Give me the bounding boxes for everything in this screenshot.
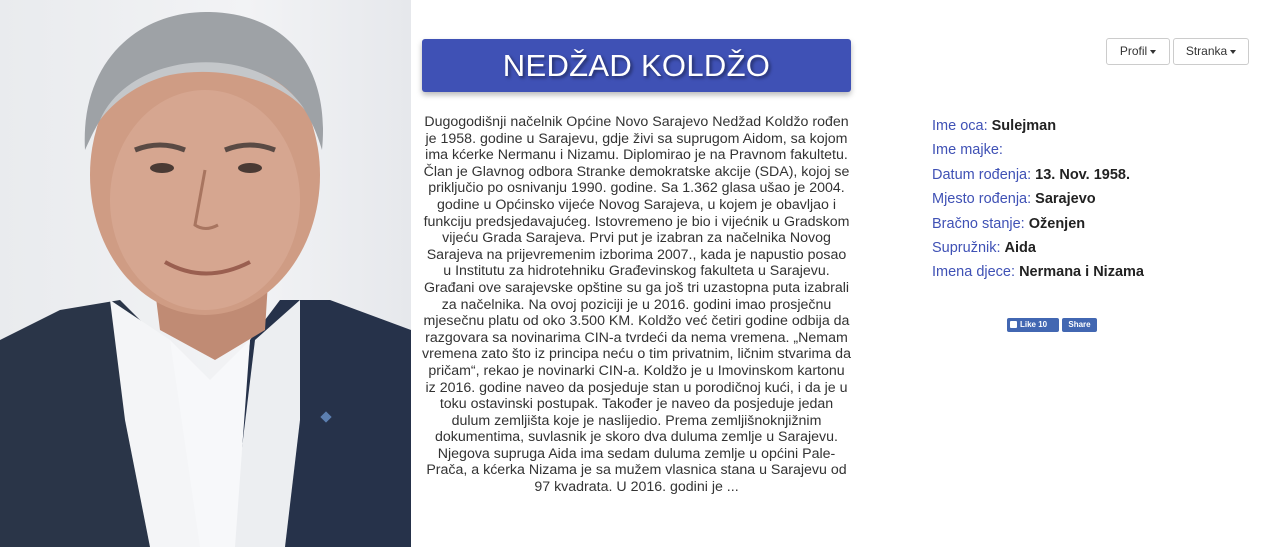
facebook-like-label: Like 10 (1020, 320, 1048, 329)
fact-value: Nermana i Nizama (1019, 264, 1144, 281)
fact-label: Supružnik: (932, 240, 1001, 257)
fact-marital-status (932, 212, 1144, 236)
person-name: NEDŽAD KOLDŽO (422, 39, 851, 92)
facebook-share-button[interactable] (1062, 318, 1097, 332)
caret-down-icon (1150, 50, 1156, 54)
personal-facts-list (932, 114, 1144, 285)
biography-text: Dugogodišnji načelnik Općine Novo Sarajevo Nedžad Koldžo rođen je 1958. godine u Sarajevu, gdje živi sa suprugom Aidom, sa kojom ima kćerke Nermanu i Nizamu. Diplomirao je na Pravnom fakultetu. Član je Glavnog odbora Stranke demokratske akcije (SDA), kojoj se priključio po osnivanju 1990. godine. Sa 1.362 glasa ušao je 2004. godine u Općinsko vijeće Novog Sarajeva, u kojem je obavljao i funkciju predsjedavajućeg. Istovremeno je bio i vijećnik u Gradskom vijeću Grada Sarajeva. Prvi put je izabran za načelnika Novog Sarajeva na prijevremenim izborima 2007., kada je napustio posao u Institutu za hidrotehniku Građevinskog fakulteta u Sarajevu. Građani ove sarajevske opštine su ga još tri uzastopna puta izabrali za načelnika. Na ovoj poziciji je u 2016. godini imao prosječnu mjesečnu platu od oko 3.500 KM. Koldžo već četiri godine odbija da razgovara sa novinarima CIN-a tvrdeći da nema vremena. „Nemam vremena zato što iz principa neću o tim privatnim, ličnim stvarima da pričam“, rekao je novinarki CIN-a. Koldžo je u Imovinskom kartonu iz 2016. godine naveo da posjeduje stan u porodičnoj kući, i da je u toku ostavinski postupak. Također je naveo da posjeduje jedan dulum zemljišta koje je naslijedio. Prema zemljišnoknjižnim dokumentima, suvlasnik je skoro dva duluma zemlje u Sarajevu. Njegova supruga Aida ima sedam duluma zemlje u općini Pale-Prača, a kćerka Nizama je sa mužem vlasnica stana u Sarajevu od 97 kvadrata. U 2016. godini je ... (422, 114, 851, 496)
stranka-dropdown-button[interactable] (1173, 38, 1249, 65)
fact-spouse (932, 236, 1144, 260)
fact-label: Ime oca: (932, 118, 988, 134)
fact-value: 13. Nov. 1958. (1035, 166, 1131, 183)
portrait-photo (0, 0, 411, 547)
caret-down-icon (1230, 50, 1236, 54)
fact-label: Mjesto rođenja: (932, 191, 1032, 208)
stranka-dropdown-label: Stranka (1185, 44, 1228, 58)
fact-father-name (932, 114, 1144, 138)
fact-mother-name (932, 138, 1144, 162)
facebook-like-button[interactable] (1007, 318, 1059, 332)
profil-dropdown-button[interactable] (1106, 38, 1170, 65)
fact-value: Aida (1004, 240, 1036, 257)
fact-label: Datum rođenja: (932, 166, 1032, 183)
fact-value: Sarajevo (1035, 191, 1096, 208)
profil-dropdown-label: Profil (1119, 44, 1148, 58)
thumbs-up-icon (1010, 321, 1017, 328)
fact-birth-date (932, 163, 1144, 187)
fact-label: Ime majke: (932, 142, 1003, 159)
fact-children (932, 260, 1144, 284)
fact-birth-place (932, 187, 1144, 211)
fact-label: Bračno stanje: (932, 215, 1025, 232)
fact-value: Oženjen (1028, 215, 1086, 232)
facebook-share-label: Share (1068, 320, 1091, 329)
fact-value: Sulejman (991, 118, 1057, 134)
fact-label: Imena djece: (932, 264, 1016, 281)
